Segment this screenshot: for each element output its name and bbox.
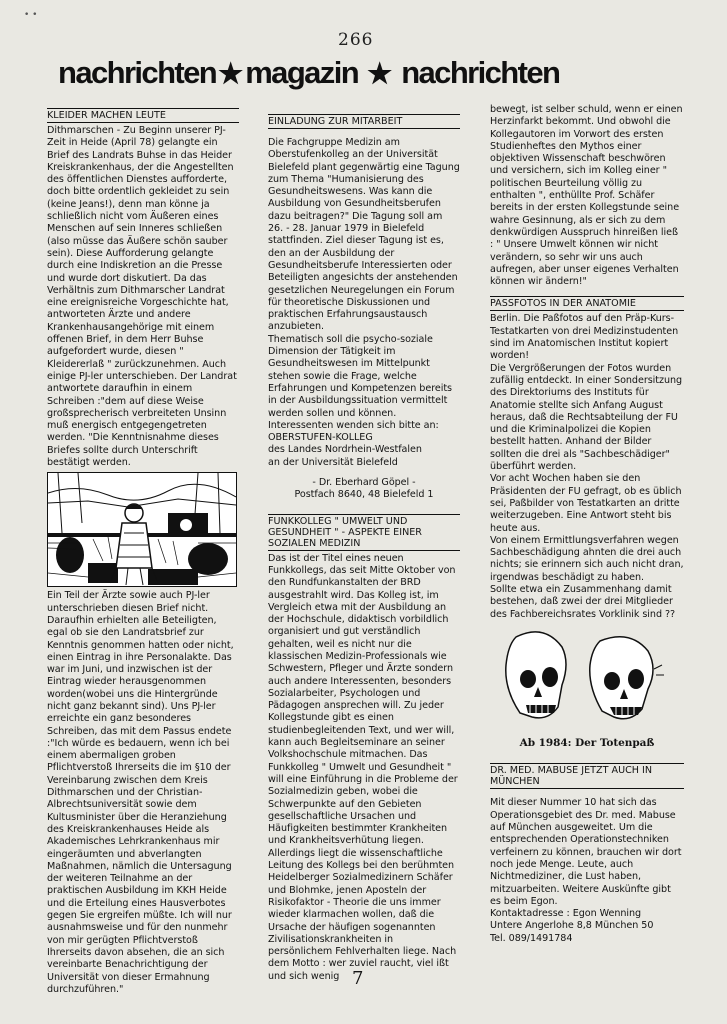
skulls-illustration (496, 629, 666, 729)
article-heading-funkkolleg: FUNKKOLLEG " UMWELT UND GESUNDHEIT " - ASPEKTE EINER SOZIALEN MEDIZIN (268, 514, 460, 551)
contact-org: OBERSTUFEN-KOLLEG (268, 432, 373, 444)
masthead-word-nachrichten: nachrichten (58, 55, 217, 90)
signature: - Dr. Eberhard Göpel - (312, 477, 416, 489)
article-mabuse-phone: Tel. 089/1491784 (490, 932, 573, 944)
article-passfotos-para5: Sollte etwa ein Zusammenhang damit bestehen, daß zwei der drei Mitglieder des Fachbereichsrates Vorklinik sind ?? (490, 583, 676, 620)
article-mabuse-contact: Kontaktadresse : Egon Wenning (490, 908, 642, 920)
handwritten-page-number: 266 (338, 30, 374, 50)
star-icon: ★ (218, 58, 244, 89)
article-passfotos-para1: Berlin. Die Paßfotos auf den Präp-Kurs-Testatkarten von drei Medizinstudenten sind im Anatomischen Institut kopiert worden! (490, 313, 679, 362)
corner-mark: • • (24, 10, 38, 20)
column-middle (268, 108, 460, 983)
skull-left (506, 632, 566, 718)
article-heading-passfotos: PASSFOTOS IN DER ANATOMIE (490, 296, 684, 311)
column-right (490, 104, 684, 945)
star-icon: ★ (367, 58, 393, 89)
contact-intro: Interessenten wenden sich bitte an: (268, 419, 439, 431)
article-kleider-para1: Dithmarschen - Zu Beginn unserer PJ- Zeit in Heide (April 78) gelangte ein Brief des Landrats Buhse in das Heider Kreiskrankenhaus, der die Angestellten des öffentlichen Dienstes aufforderte, doch bitte ordentlich gekleidet zu sein (keine Jeans!), denn man könne ja schließlich nicht vom Äußeren eines Menschen auf sein Inneres schließen (also müsse das Äußere schön sauber sein). Diese Aufforderung gelangte durch eine Indiskretion an die Presse und wurde dort diskutiert. Da das Verhältnis zum Dithmarscher Landrat eine ereignisreiche Vorgeschichte hat, antworteten Ärzte und andere Krankenhausangehörige mit einem offenen Brief, in dem Herr Buhse aufgefordert wurde, diesen " Kleidererlaß " zurückzunehmen. Auch einige PJ-ler unterschieben. Der Landrat antwortete daraufhin in einem Schreiben :"dem auf diese Weise großsprecherisch verbreiteten Unsinn muß energisch entgegengetreten werden. "Die Kenntnisnahme dieses Briefes sollte durch Unterschrift bestätigt werden. (47, 125, 237, 469)
contact-line2: des Landes Nordrhein-Westfalen (268, 444, 422, 456)
article-heading-einladung: EINLADUNG ZUR MITARBEIT (268, 114, 460, 129)
article-einladung-para2: Thematisch soll die psycho-soziale Dimension der Tätigkeit im Gesundheitswesen im Mittelpunkt stehen sowie die Frage, welche Erfahrungen und Kompetenzen bereits in der Ausbildungssituation vermittelt werden sollen und können. (268, 333, 453, 419)
article-heading-mabuse: DR. MED. MABUSE JETZT AUCH IN MÜNCHEN (490, 763, 684, 789)
article-passfotos-para2: Die Vergrößerungen der Fotos wurden zufällig entdeckt. In einer Sondersitzung des Direktoriums des Instituts für Anatomie stellte sich Anfang August heraus, daß die Rechtsabteilung der FU und die Kriminalpolizei die Kopien bestellt hatten. Anhand der Bilder sollten die drei als "Sachbeschädiger" überführt werden. (490, 362, 683, 473)
article-mabuse-street: Untere Angerlohe 8,8 München 50 (490, 920, 654, 932)
masthead-word-nachrichten-2: nachrichten (401, 55, 560, 90)
article-mabuse-body: Mit dieser Nummer 10 hat sich das Operationsgebiet des Dr. med. Mabuse auf München ausgeweitet. Um die entsprechenden Operationstechniken verfeinern zu können, brauchen wir dort noch jede Menge. Leute, auch Nichtmediziner, die Lust haben, mitzuarbeiten. Weitere Auskünfte gibt es beim Egon. (490, 797, 682, 907)
postal-address: Postfach 8640, 48 Bielefeld 1 (294, 489, 434, 501)
article-kleider-para2: Ein Teil der Ärzte sowie auch PJ-ler unterschrieben diesen Brief nicht. Daraufhin erhielten alle Beteiligten, egal ob sie den Landratsbrief zur Kenntnis genommen hatten oder nicht, einen Eintrag in ihre Personalakte. Das war im Juni, und inzwischen ist der Eintrag wieder herausgenommen worden(wobei uns die Hintergründe nicht ganz bekannt sind). Uns PJ-ler erreichte ein ganz besonderes Schreiben, das mit dem Passus endete :"Ich würde es bedauern, wenn ich bei einem abermaligen groben Pflichtverstoß Ihrerseits die im §10 der Vereinbarung zwischen dem Kreis Dithmarschen und der Christian-Albrechtsuniversität sowie dem Kultusminister über die Heranziehung des Kreiskrankenhauses Heide als Akademisches Lehrkrankenhaus mir eingeräumten und abverlangten Maßnahmen, nämlich die Untersagung der weiteren Teilnahme an der praktischen Ausbildung im KKH Heide und die Erteilung eines Hausverbotes gegen Sie ergreifen müßte. Ich will nur ausnahmsweise und für den nunmehr von mir gerügten Pflichtverstoß Ihrerseits davon absehen, die an sich vereinbarte Benachrichtigung der Universität von dieser Ermahnung durchzuführen." (47, 590, 234, 995)
contact-line3: an der Universität Bielefeld (268, 456, 398, 468)
woodcut-image (48, 473, 236, 586)
article-funkkolleg-body: Das ist der Titel eines neuen Funkkollegs, das seit Mitte Oktober von den Rundfunkanstalten der BRD ausgestrahlt wird. Das Kolleg ist, im Vergleich etwa mit der Ausbildung an der Hochschule, didaktisch vorbildlich organisiert und gut verständlich gehalten, weil es nicht nur die klassischen Medizin-Professionals wie Schwestern, Pfleger und Ärzte sondern auch andere Interessenten, besonders Sozialarbeiter, Psychologen und Pädagogen ansprechen will. Zu jeder Kollegstunde gibt es einen studienbegleitenden Text, und wer will, kann auch Begleitseminare an seiner Volkshochschule mitmachen. Das Funkkolleg " Umwelt und Gesundheit " will eine Einführung in die Probleme der Sozialmedizin geben, wobei die Schwerpunkte auf den Gebieten gesellschaftliche Ursachen und Häufigkeiten bestimmter Krankheiten und Krankheitsverhütung liegen. Allerdings liegt die wissenschaftliche Leitung des Kollegs bei den berühmten Heidelberger Sozialmedizinern Schäfer und Blohmke, jenen Aposteln der Risikofaktor - Theorie die uns immer wieder klarmachen wollen, daß die Ursache der häufigen sogenannten Zivilisationskrankheiten in persönlichem Fehlverhalten liege. Nach dem Motto : wer zuviel raucht, viel ißt und sich wenig (268, 552, 458, 982)
column-left (47, 108, 239, 996)
article-heading-kleider: KLEIDER MACHEN LEUTE (47, 108, 239, 123)
article-funkkolleg-continuation: bewegt, ist selber schuld, wenn er einen Herzinfarkt bekommt. Und obwohl die Kollegautoren im Vorwort des ersten Studienheftes den Mythos einer objektiven Wissenschaft beschwören und versichern, sich im Kolleg einer " politischen Beurteilung völlig zu enthalten ", enthüllte Prof. Schäfer bereits in der ersten Kollegstunde seine wahre Gesinnung, als er sich zu dem denkwürdigen Ausspruch hinreißen ließ : " Unsere Umwelt können wir nicht verändern, so sehr wir uns auch aufregen, aber unser eigenes Verhalten können wir ändern!" (490, 104, 683, 288)
woodcut-illustration (47, 472, 237, 587)
masthead (58, 55, 678, 91)
article-einladung-para1: Die Fachgruppe Medizin am Oberstufenkolleg an der Universität Bielefeld plant gegenwärtig eine Tagung zum Thema "Humanisierung des Gesundheitswesens. Was kann die Ausbildung von Gesundheitsberufen dazu beitragen?" Die Tagung soll am 26. - 28. Januar 1979 in Bielefeld stattfinden. Ziel dieser Tagung ist es, den an der Ausbildung der Gesundheitsberufe Interessierten oder Beteiligten angesichts der anstehenden gesetzlichen Neuregelungen ein Forum für theoretische Diskussionen und praktischen Erfahrungsaustausch anzubieten. (268, 137, 460, 333)
page-number: 7 (352, 968, 364, 989)
article-passfotos-para3: Vor acht Wochen haben sie den Präsidenten der FU gefragt, ob es üblich sei, Paßbilder von Testatkarten an dritte weiterzugeben. Eine Antwort steht bis heute aus. (490, 473, 682, 534)
skull-right (590, 637, 664, 719)
skulls-caption: Ab 1984: Der Totenpaß (519, 737, 655, 750)
masthead-word-magazin: magazin (245, 55, 359, 90)
article-passfotos-para4: Von einem Ermittlungsverfahren wegen Sachbeschädigung ahnten die drei auch nichts; sie erinnern sich auch nicht dran, irgendwas beschädigt zu haben. (490, 534, 684, 583)
